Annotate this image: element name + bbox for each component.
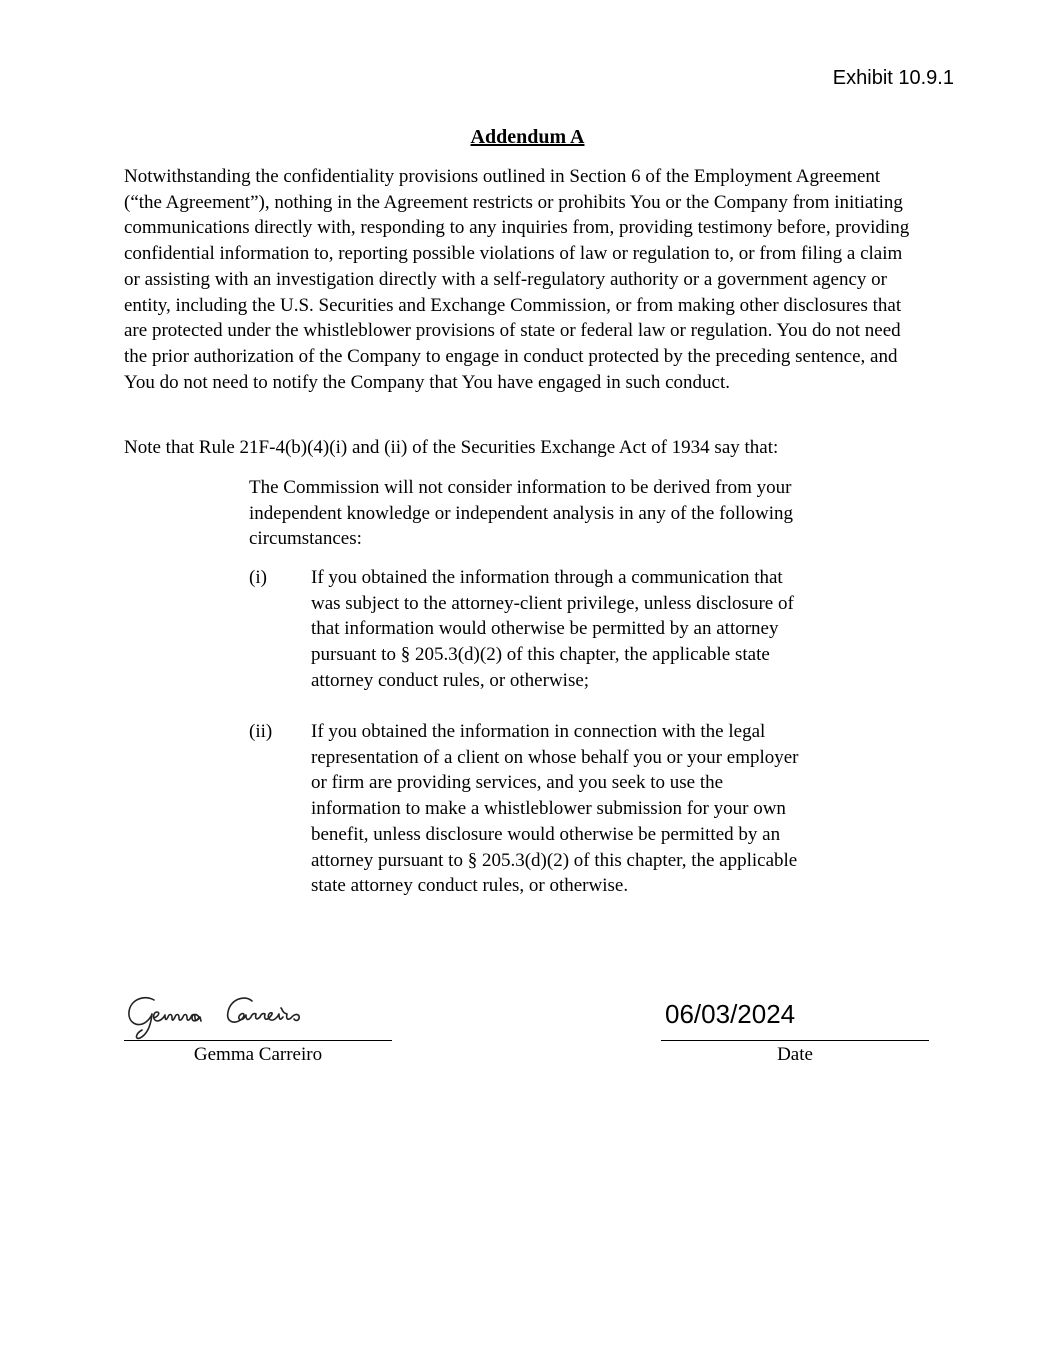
quoted-rule-intro: The Commission will not consider information to be derived from your independent knowledge or independent analysis in any of the following circumstances: [249, 477, 794, 550]
page-title: Addendum A [470, 126, 585, 148]
list-item [249, 719, 814, 899]
signatory-name: Gemma Carreiro [193, 1044, 323, 1065]
exhibit-number: Exhibit 10.9.1 [832, 67, 954, 89]
rule-reference-paragraph: Note that Rule 21F-4(b)(4)(i) and (ii) of the Securities Exchange Act of 1934 say that: [124, 437, 779, 458]
signature-line [124, 1040, 392, 1041]
list-item-text: If you obtained the information through a communication that was subject to the attorney-client privilege, unless disclosure of that information would otherwise be permitted by an attorney pursuant to § 205.3(d)(2) of this chapter, the applicable state attorney conduct rules, or otherwise; [311, 567, 794, 691]
list-marker: (ii) [249, 721, 273, 742]
confidentiality-paragraph: Notwithstanding the confidentiality provisions outlined in Section 6 of the Employment Agreement (“the Agreement”), nothing in the Agreement restricts or prohibits You or the Company from initiating communications directly with, responding to any inquiries from, providing testimony before, providing confidential information to, reporting possible violations of law or regulation to, or from filing a claim or assisting with an investigation directly with a self-regulatory authority or a government agency or entity, including the U.S. Securities and Exchange Commission, or from making other disclosures that are protected under the whistleblower provisions of state or federal law or regulation. You do not need the prior authorization of the Company to engage in conduct protected by the preceding sentence, and You do not need to notify the Company that You have engaged in such conduct. [124, 166, 910, 393]
list-marker: (i) [249, 567, 267, 588]
list-item-text: If you obtained the information in connection with the legal representation of a client on whose behalf you or your employer or firm are providing services, and you seek to use the information to make a whistleblower submission for your own benefit, unless disclosure would otherwise be permitted by an attorney pursuant to § 205.3(d)(2) of this chapter, the applicable state attorney conduct rules, or otherwise. [311, 721, 799, 897]
list-item [249, 565, 814, 694]
date-value: 06/03/2024 [665, 999, 796, 1029]
handwritten-signature [124, 990, 394, 1042]
date-line [661, 1040, 929, 1041]
date-label: Date [777, 1044, 813, 1065]
